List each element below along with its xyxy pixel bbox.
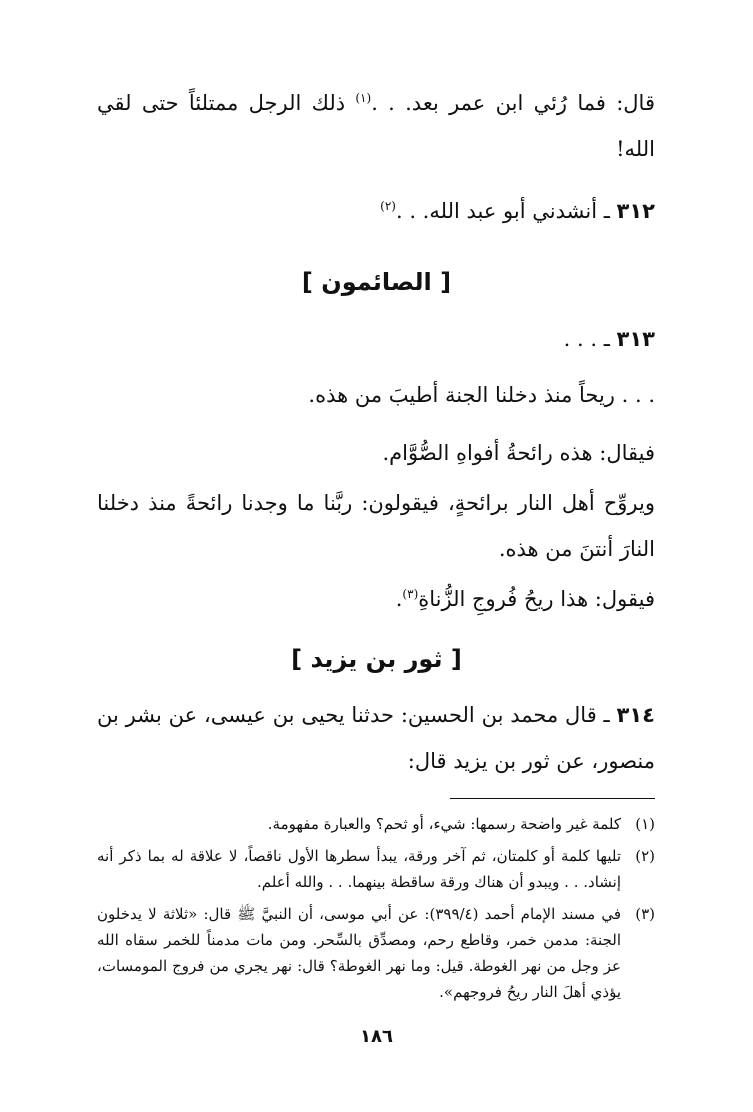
footnote-1-mark: (١)	[635, 815, 655, 833]
paragraph-1-text-cont: ذلك الرجل ممتلئاً حتى لقي الله!	[97, 91, 655, 161]
footnote-3	[97, 901, 655, 1005]
paragraph-313-text: ـ . . .	[563, 327, 617, 351]
paragraph-313	[97, 316, 655, 362]
paragraph-people-of-fire: ويروِّح أهل النار برائحةٍ، فيقولون: ربَّنا ما وجدنا رائحةً منذ دخلنا النارَ أنتنَ من هذه.	[97, 491, 655, 561]
paragraph-1	[97, 80, 655, 172]
section-heading-fasting: [ الصائمون ]	[301, 268, 452, 296]
footnote-2-mark: (٢)	[635, 847, 655, 865]
paragraph-312	[97, 188, 655, 234]
paragraph-314	[97, 692, 655, 784]
footnote-1-text: كلمة غير واضحة رسمها: شيء، أو ثحم؟ والعبارة مفهومة.	[267, 815, 621, 833]
section-heading-thawr: [ ثور بن يزيد ]	[291, 645, 462, 673]
paragraph-scent: . . . ريحاً منذ دخلنا الجنة أطيبَ من هذه.	[308, 383, 655, 407]
footnote-3-text: في مسند الإمام أحمد (٣٩٩/٤): عن أبي موسى، أن النبيَّ ﷺ قال: «ثلاثة لا يدخلون الجنة: مدمن خمر، وقاطع رحم، ومصدِّق بالسِّحر. ومن مات مدمناً للخمر سقاه الله عز وجل من نهر الغوطة. قيل: وما نهر الغوطة؟ قال: نهر يجري من فروج المومسات، يؤذي أهلَ النار ريحُ فروجهم».	[97, 905, 621, 1001]
footnote-ref-1: (١)	[355, 91, 372, 105]
item-number-313: ٣١٣	[616, 327, 655, 351]
footnotes	[97, 798, 655, 1011]
paragraph-fasters-breath: فيقال: هذه رائحةُ أفواهِ الصُّوَّام.	[382, 441, 655, 465]
footnote-2	[97, 843, 655, 895]
page-number: ١٨٦	[360, 1026, 393, 1047]
footnote-ref-2: (٢)	[380, 199, 396, 213]
paragraph-answer-text: فيقول: هذا ريحُ فُروجِ الزُّناةِ	[418, 587, 655, 611]
footnote-3-mark: (٣)	[635, 905, 655, 923]
item-number-314: ٣١٤	[616, 703, 655, 727]
paragraph-answer-end: .	[395, 587, 403, 611]
item-number-312: ٣١٢	[616, 199, 655, 223]
footnote-divider	[450, 798, 655, 799]
footnote-2-text: تليها كلمة أو كلمتان، ثم آخر ورقة، يبدأ سطرها الأول ناقصاً، لا علاقة له بما ذكر أنه إنشاد. . . ويبدو أن هناك ورقة ساقطة بينهما. . . والله أعلم.	[97, 847, 621, 891]
paragraph-314-text: ـ قال محمد بن الحسين: حدثنا يحيى بن عيسى، عن بشر بن منصور، عن ثور بن يزيد قال:	[97, 703, 655, 773]
footnote-ref-3: (٣)	[402, 587, 419, 601]
paragraph-answer	[97, 576, 655, 622]
paragraph-312-text: ـ أنشدني أبو عبد الله. . .	[395, 199, 617, 223]
footnote-1	[97, 811, 655, 837]
paragraph-1-text: قال: فما رُئي ابن عمر بعد. . .	[371, 91, 655, 115]
